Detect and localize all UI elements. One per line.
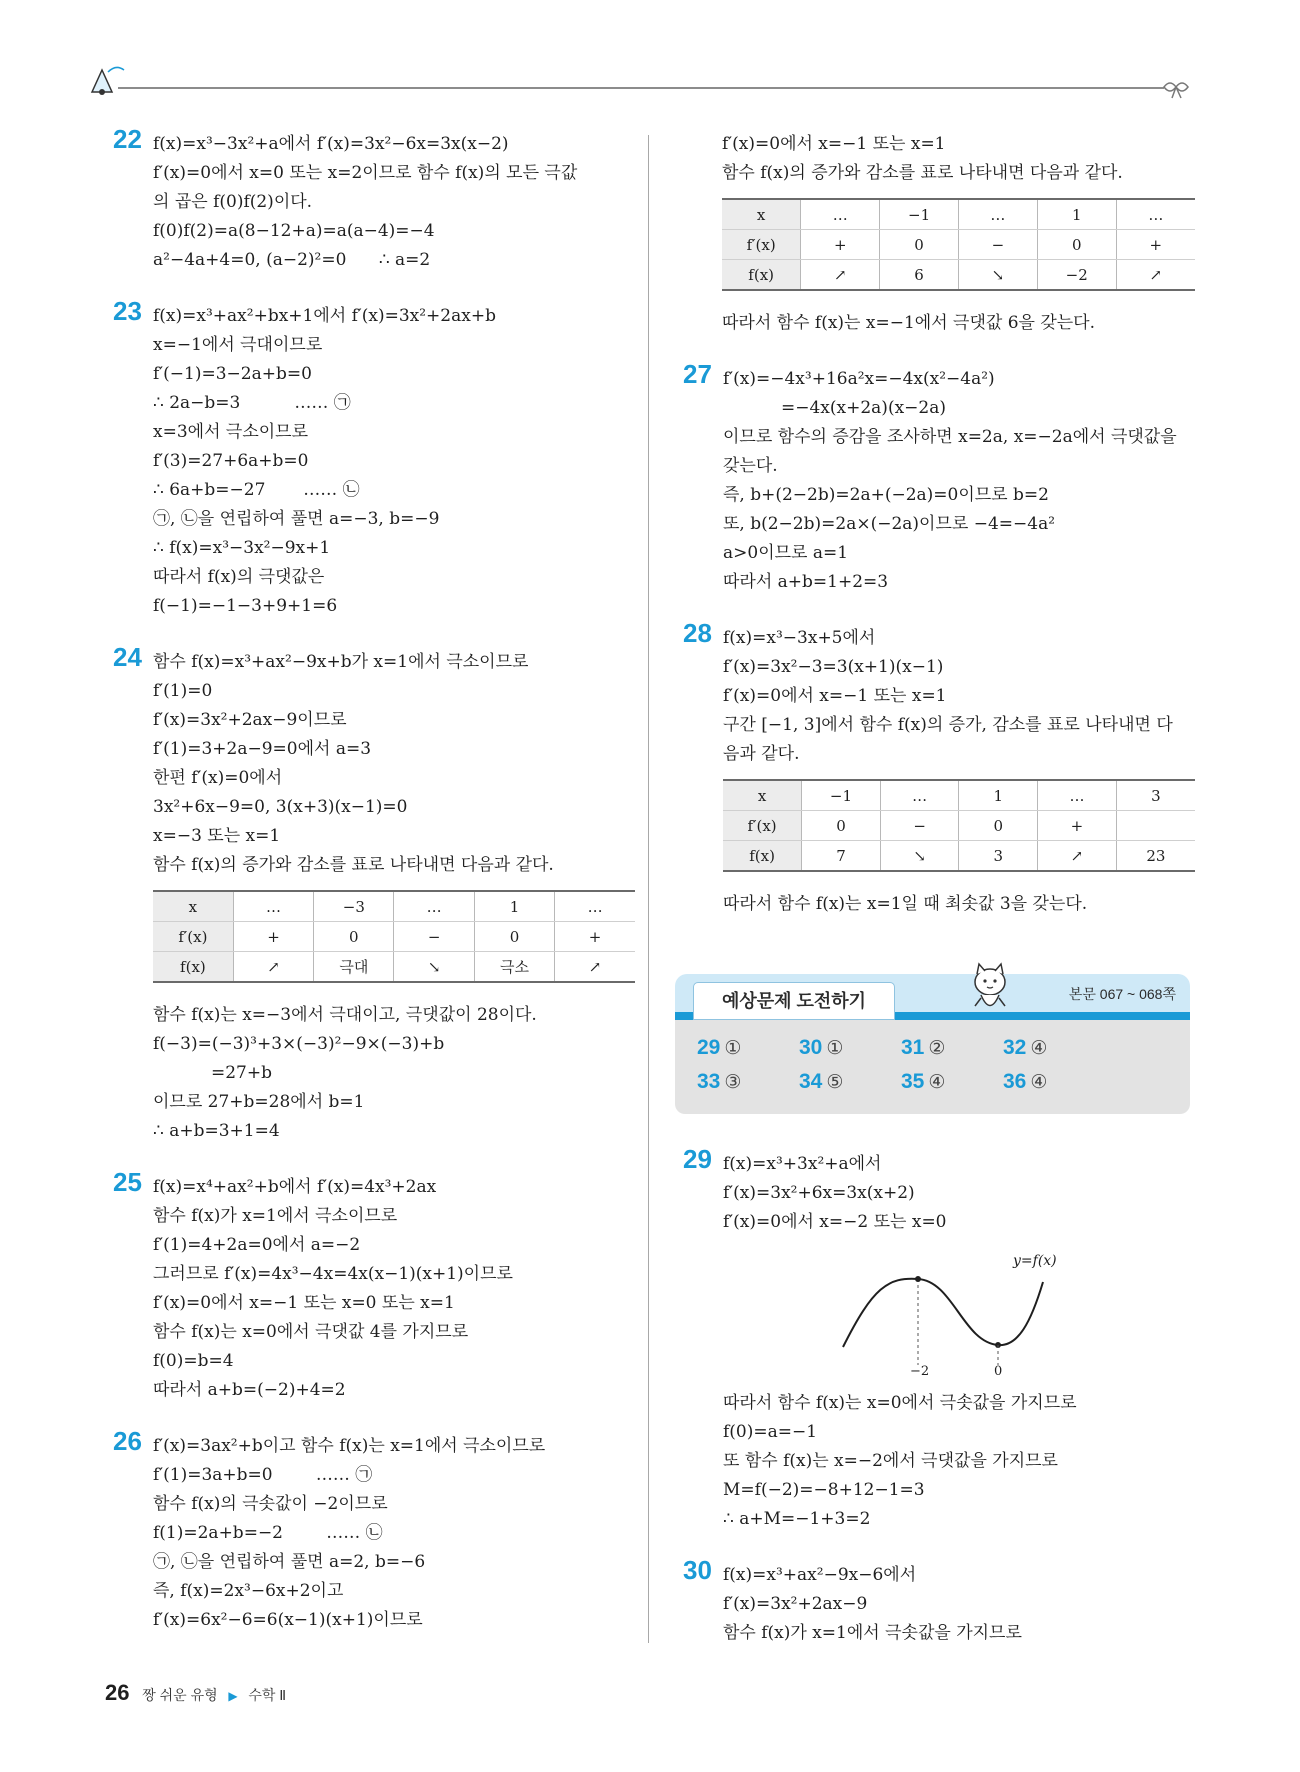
table-cell: ↗ [555, 952, 635, 983]
practice-answers [675, 1020, 1190, 1114]
solution-line: f(x)=x³−3x²+a에서 f′(x)=3x²−6x=3x(x−2) [153, 134, 509, 154]
solution-line: 함수 f(x)는 x=−3에서 극대이고, 극댓값이 28이다. [153, 1005, 537, 1025]
solution-line: ㉠, ㉡을 연립하여 풀면 a=−3, b=−9 [153, 509, 440, 529]
answer-choice: ② [928, 1038, 946, 1059]
table-cell: − [880, 811, 959, 841]
table-cell: 1 [959, 780, 1038, 811]
table-cell: … [958, 199, 1037, 230]
solution-28 [675, 618, 1195, 919]
problem-number: 22 [113, 124, 142, 154]
table-cell: − [394, 922, 474, 952]
solution-29 [675, 1144, 1195, 1534]
page-reference: 본문 067 ~ 068쪽 [1068, 986, 1176, 1002]
solution-line: f(x)=x³+ax²+bx+1에서 f′(x)=3x²+2ax+b [153, 306, 496, 326]
solution-line: f(−3)=(−3)³+3×(−3)²−9×(−3)+b [153, 1034, 445, 1054]
table-cell: 6 [880, 260, 959, 291]
solution-line: 구간 [−1, 3]에서 함수 f(x)의 증가, 감소를 표로 나타내면 다 [723, 715, 1173, 735]
solution-line: 함수 f(x)=x³+ax²−9x+b가 x=1에서 극소이므로 [153, 652, 529, 672]
page-footer [105, 1680, 286, 1706]
answer-choice: ④ [928, 1072, 946, 1093]
table-cell: f(x) [153, 952, 233, 983]
solution-line: f(x)=x³+ax²−9x−6에서 [723, 1565, 917, 1585]
solution-27 [675, 359, 1195, 597]
table-cell: 3 [959, 841, 1038, 872]
solution-line: a>0이므로 a=1 [723, 543, 849, 563]
triangle-icon: ▶ [228, 1689, 238, 1703]
solution-line: f(x)=x³−3x+5에서 [723, 628, 876, 648]
solution-line: f′(x)=3x²+2ax−9 [723, 1594, 868, 1614]
practice-answers-box [675, 974, 1190, 1114]
solution-line: f′(x)=0에서 x=0 또는 x=2이므로 함수 f(x)의 모든 극값 [153, 163, 578, 183]
solution-line: ∴ 2a−b=3 …… ㉠ [153, 393, 351, 413]
table-cell: f′(x) [723, 811, 802, 841]
solution-line: f′(3)=27+6a+b=0 [153, 451, 309, 471]
answer-item [799, 1036, 843, 1060]
problem-number: 25 [113, 1167, 142, 1197]
solution-line: f(1)=2a+b=−2 …… ㉡ [153, 1523, 383, 1543]
answer-number: 30 [799, 1036, 823, 1059]
table-cell: 극대 [314, 952, 394, 983]
answer-number: 32 [1003, 1036, 1027, 1059]
table-cell: 극소 [474, 952, 554, 983]
answer-item [1003, 1070, 1047, 1094]
solution-line: 즉, b+(2−2b)=2a+(−2a)=0이므로 b=2 [723, 485, 1049, 505]
solution-line: f′(x)=3x²+2ax−9이므로 [153, 710, 347, 730]
variation-table [722, 198, 1195, 291]
ribbon-icon [1162, 79, 1192, 99]
table-cell: 1 [474, 891, 554, 922]
solution-line: f(0)=b=4 [153, 1351, 234, 1371]
problem-number: 27 [683, 359, 712, 389]
cubic-graph [813, 1247, 1143, 1377]
solution-line: f′(x)=0에서 x=−1 또는 x=1 [723, 686, 947, 706]
table-cell: 1 [1037, 199, 1116, 230]
table-cell: f′(x) [722, 230, 801, 260]
table-cell: … [880, 780, 959, 811]
solution-line: 갖는다. [723, 456, 778, 476]
answer-number: 36 [1003, 1070, 1027, 1093]
solution-line: 따라서 함수 f(x)는 x=0에서 극솟값을 가지므로 [723, 1393, 1077, 1413]
solution-line: 함수 f(x)가 x=1에서 극솟값을 가지므로 [723, 1623, 1022, 1643]
answer-item [697, 1036, 741, 1060]
answer-choice: ③ [724, 1072, 742, 1093]
practice-title: 예상문제 도전하기 [693, 982, 895, 1020]
solution-line: f(0)=a=−1 [723, 1422, 818, 1442]
curve [843, 1279, 1043, 1347]
table-cell: + [233, 922, 313, 952]
solution-line: a²−4a+4=0, (a−2)²=0 ∴ a=2 [153, 250, 431, 270]
table-cell: 0 [314, 922, 394, 952]
solution-25 [105, 1167, 635, 1405]
solution-23 [105, 296, 635, 621]
solution-line: 3x²+6x−9=0, 3(x+3)(x−1)=0 [153, 797, 408, 817]
answer-item [901, 1036, 945, 1060]
solution-line: 이므로 함수의 증감을 조사하면 x=2a, x=−2a에서 극댓값을 [723, 427, 1177, 447]
solution-line: =27+b [211, 1063, 273, 1083]
solution-line: ∴ f(x)=x³−3x²−9x+1 [153, 538, 331, 558]
max-point [915, 1276, 921, 1282]
table-cell: 3 [1116, 780, 1195, 811]
table-cell: −1 [802, 780, 881, 811]
curve-label: y=f(x) [1013, 1253, 1057, 1269]
solution-line: 그러므로 f′(x)=4x³−4x=4x(x−1)(x+1)이므로 [153, 1264, 513, 1284]
table-cell: x [723, 780, 802, 811]
answer-item [1003, 1036, 1047, 1060]
solution-line: 이므로 27+b=28에서 b=1 [153, 1092, 365, 1112]
table-cell: + [1116, 230, 1195, 260]
table-cell: 0 [474, 922, 554, 952]
cat-mascot-icon [967, 960, 1013, 1018]
solution-line: f′(x)=−4x³+16a²x=−4x(x²−4a²) [723, 369, 995, 389]
solution-26-continued [675, 130, 1195, 338]
left-column [105, 124, 635, 1662]
tick-label: −2 [910, 1364, 930, 1377]
solution-line: f′(1)=3a+b=0 …… ㉠ [153, 1465, 373, 1485]
answer-number: 34 [799, 1070, 823, 1093]
table-cell: ↘ [394, 952, 474, 983]
solution-line: M=f(−2)=−8+12−1=3 [723, 1480, 925, 1500]
solution-24 [105, 642, 635, 1146]
problem-number: 28 [683, 618, 712, 648]
table-cell: x [722, 199, 801, 230]
solution-line: f′(1)=3+2a−9=0에서 a=3 [153, 739, 372, 759]
solution-line: f′(x)=0에서 x=−1 또는 x=0 또는 x=1 [153, 1293, 455, 1313]
solution-line: 함수 f(x)의 극솟값이 −2이므로 [153, 1494, 388, 1514]
column-divider [648, 135, 649, 1643]
table-cell: − [958, 230, 1037, 260]
table-cell: −2 [1037, 260, 1116, 291]
table-cell: f(x) [723, 841, 802, 872]
solution-22 [105, 124, 635, 275]
variation-table [153, 890, 635, 983]
solution-line: f′(x)=3x²+6x=3x(x+2) [723, 1183, 915, 1203]
table-cell: −3 [314, 891, 394, 922]
table-cell: ↗ [1116, 260, 1195, 291]
solution-line: 따라서 함수 f(x)는 x=−1에서 극댓값 6을 갖는다. [722, 313, 1096, 333]
table-cell: 0 [880, 230, 959, 260]
answer-choice: ④ [1030, 1038, 1048, 1059]
problem-number: 26 [113, 1426, 142, 1456]
solution-line: x=−1에서 극대이므로 [153, 335, 323, 355]
solution-line: x=3에서 극소이므로 [153, 422, 309, 442]
solution-line: f(−1)=−1−3+9+1=6 [153, 596, 338, 616]
solution-30 [675, 1555, 1195, 1648]
header-rule [118, 87, 1164, 89]
table-cell: … [555, 891, 635, 922]
solution-line: f(x)=x³+3x²+a에서 [723, 1154, 882, 1174]
solution-line: 또 함수 f(x)는 x=−2에서 극댓값을 가지므로 [723, 1451, 1058, 1471]
table-cell: 0 [802, 811, 881, 841]
table-cell: f′(x) [153, 922, 233, 952]
subject-label: 수학 Ⅱ [248, 1687, 287, 1703]
answer-item [697, 1070, 741, 1094]
solution-line: ∴ 6a+b=−27 …… ㉡ [153, 480, 360, 500]
solution-line: f′(1)=4+2a=0에서 a=−2 [153, 1235, 361, 1255]
solution-line: f′(x)=6x²−6=6(x−1)(x+1)이므로 [153, 1610, 423, 1630]
bell-icon [84, 62, 128, 98]
solution-line: f′(1)=0 [153, 681, 213, 701]
problem-number: 29 [683, 1144, 712, 1174]
problem-number: 30 [683, 1555, 712, 1585]
table-cell: −1 [880, 199, 959, 230]
solution-line: ∴ a+M=−1+3=2 [723, 1509, 871, 1529]
solution-line: 따라서 a+b=1+2=3 [723, 572, 889, 592]
answer-number: 29 [697, 1036, 721, 1059]
solution-line: 따라서 a+b=(−2)+4=2 [153, 1380, 346, 1400]
table-cell: 23 [1116, 841, 1195, 872]
variation-table [723, 779, 1195, 872]
answer-item [901, 1070, 945, 1094]
solution-line: 따라서 함수 f(x)는 x=1일 때 최솟값 3을 갖는다. [723, 894, 1088, 914]
table-cell [1116, 811, 1195, 841]
solution-line: ∴ a+b=3+1=4 [153, 1121, 280, 1141]
answer-item [799, 1070, 843, 1094]
solution-26 [105, 1426, 635, 1635]
solution-line: f′(x)=0에서 x=−2 또는 x=0 [723, 1212, 947, 1232]
solution-line: 함수 f(x)의 증가와 감소를 표로 나타내면 다음과 같다. [153, 855, 554, 875]
page-number: 26 [105, 1680, 130, 1705]
answer-number: 35 [901, 1070, 925, 1093]
answer-number: 33 [697, 1070, 721, 1093]
table-cell: ↗ [233, 952, 313, 983]
solution-line: f′(x)=3ax²+b이고 함수 f(x)는 x=1에서 극소이므로 [153, 1436, 546, 1456]
solution-line: 또, b(2−2b)=2a×(−2a)이므로 −4=−4a² [723, 514, 1056, 534]
answer-choice: ⑤ [826, 1072, 844, 1093]
solution-line: 의 곱은 f(0)f(2)이다. [153, 192, 313, 212]
table-cell: + [801, 230, 880, 260]
answer-choice: ① [826, 1038, 844, 1059]
table-cell: ↗ [1038, 841, 1117, 872]
table-cell: … [1116, 199, 1195, 230]
table-cell: 7 [802, 841, 881, 872]
table-cell: 0 [959, 811, 1038, 841]
problem-number: 24 [113, 642, 142, 672]
solution-line: 한편 f′(x)=0에서 [153, 768, 283, 788]
book-title: 짱 쉬운 유형 [142, 1687, 218, 1703]
table-cell: + [1038, 811, 1117, 841]
solution-line: f′(−1)=3−2a+b=0 [153, 364, 312, 384]
solution-line: 따라서 f(x)의 극댓값은 [153, 567, 325, 587]
solution-line: 함수 f(x)는 x=0에서 극댓값 4를 가지므로 [153, 1322, 469, 1342]
solution-line: 음과 같다. [723, 744, 800, 764]
table-cell: ↘ [880, 841, 959, 872]
table-cell: x [153, 891, 233, 922]
problem-number: 23 [113, 296, 142, 326]
table-cell: … [233, 891, 313, 922]
answer-choice: ① [724, 1038, 742, 1059]
table-cell: f(x) [722, 260, 801, 291]
table-cell: + [555, 922, 635, 952]
solution-line: f(0)f(2)=a(8−12+a)=a(a−4)=−4 [153, 221, 435, 241]
solution-line: 즉, f(x)=2x³−6x+2이고 [153, 1581, 344, 1601]
right-column [675, 130, 1195, 1675]
table-cell: … [1038, 780, 1117, 811]
answer-choice: ④ [1030, 1072, 1048, 1093]
tick-label: 0 [994, 1364, 1003, 1377]
answer-number: 31 [901, 1036, 925, 1059]
solution-line: 함수 f(x)의 증가와 감소를 표로 나타내면 다음과 같다. [722, 163, 1123, 183]
solution-line: x=−3 또는 x=1 [153, 826, 281, 846]
solution-line: f(x)=x⁴+ax²+b에서 f′(x)=4x³+2ax [153, 1177, 437, 1197]
solution-line: ㉠, ㉡을 연립하여 풀면 a=2, b=−6 [153, 1552, 426, 1572]
solution-line: 함수 f(x)가 x=1에서 극소이므로 [153, 1206, 398, 1226]
table-cell: 0 [1037, 230, 1116, 260]
solution-line: =−4x(x+2a)(x−2a) [781, 398, 946, 418]
solution-line: f′(x)=3x²−3=3(x+1)(x−1) [723, 657, 944, 677]
table-cell: ↘ [958, 260, 1037, 291]
table-cell: ↗ [801, 260, 880, 291]
solution-line: f′(x)=0에서 x=−1 또는 x=1 [722, 134, 946, 154]
table-cell: … [394, 891, 474, 922]
table-cell: … [801, 199, 880, 230]
